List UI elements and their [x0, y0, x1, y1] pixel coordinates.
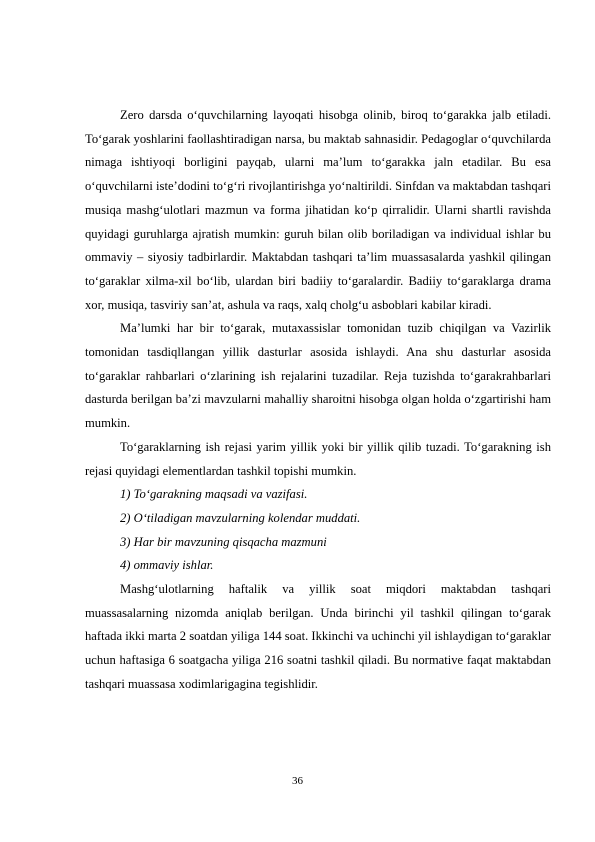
- paragraph-work-plan: To‘garaklarning ish rejasi yarim yillik yoki bir yillik qilib tuzadi. To‘garakning ish rejasi quyidagi elementlardan tashkil topishi mumkin.: [85, 439, 551, 478]
- paragraph-annual-programs: Ma’lumki har bir to‘garak, mutaxassislar tomonidan tuzib chiqilgan va Vazirlik tomonidan tasdiqllangan yillik dasturlar asosida ishlaydi. Ana shu dasturlar asosida to‘garaklar rahbarlari o‘zlarining ish rejalarini tuzadilar. Reja tuzishda to‘garakrahbarlari dasturda berilgan ba’zi mavzularni mahalliy sharoitni hisobga olgan holda o‘zgartirishi ham mumkin.: [85, 321, 551, 431]
- page-number: 36: [292, 775, 303, 787]
- list-item-purpose: 1) To‘garakning maqsadi va vazifasi.: [120, 487, 308, 502]
- list-item-summary: 3) Har bir mavzuning qisqacha mazmuni: [120, 534, 327, 549]
- list-item-mass-activities: 4) ommaviy ishlar.: [120, 558, 214, 573]
- list-item-calendar: 2) O‘tiladigan mavzularning kolendar muddati.: [120, 510, 361, 525]
- paragraph-talent-circles: Zero darsda o‘quvchilarning layoqati hisobga olinib, biroq to‘garakka jalb etiladi. To‘garak yoshlarini faollashtiradigan narsa, bu maktab sahnasidir. Pedagoglar o‘quvchilarda nimaga ishtiyoqi borligini payqab, ularni ma’lum to‘garakka jaln etadilar. Bu esa o‘quvchilarni iste’dodini to‘g‘ri rivojlantirishga yo‘naltirildi. Sinfdan va maktabdan tashqari musiqa mashg‘ulotlari mazmun va forma jihatidan ko‘p qirralidir. Ularni shartli ravishda quyidagi guruhlarga ajratish mumkin: guruh bilan olib boriladigan va individual ishlar bu ommaviy – siyosiy tadbirlardir. Maktabdan tashqari ta’lim muassasalarda yashkil qilingan to‘garaklar xilma-xil bo‘lib, ulardan biri badiiy to‘garalardir. Badiiy to‘garaklarga drama xor, musiqa, tasviriy san’at, ashula va raqs, xalq cholg‘u asboblari kabilar kiradi.: [85, 108, 551, 312]
- body-text: [85, 104, 551, 697]
- paragraph-hours-norm: Mashg‘ulotlarning haftalik va yillik soat miqdori maktabdan tashqari muassasalarning nizomda aniqlab berilgan. Unda birinchi yil tashkil qilingan to‘garak haftada ikki marta 2 soatdan yiliga 144 soat. Ikkinchi va uchinchi yil ishlaydigan to‘garaklar uchun haftasiga 6 soatgacha yiliga 216 soatni tashkil qiladi. Bu normative faqat maktabdan tashqari muassasa xodimlarigagina tegishlidir.: [85, 582, 551, 691]
